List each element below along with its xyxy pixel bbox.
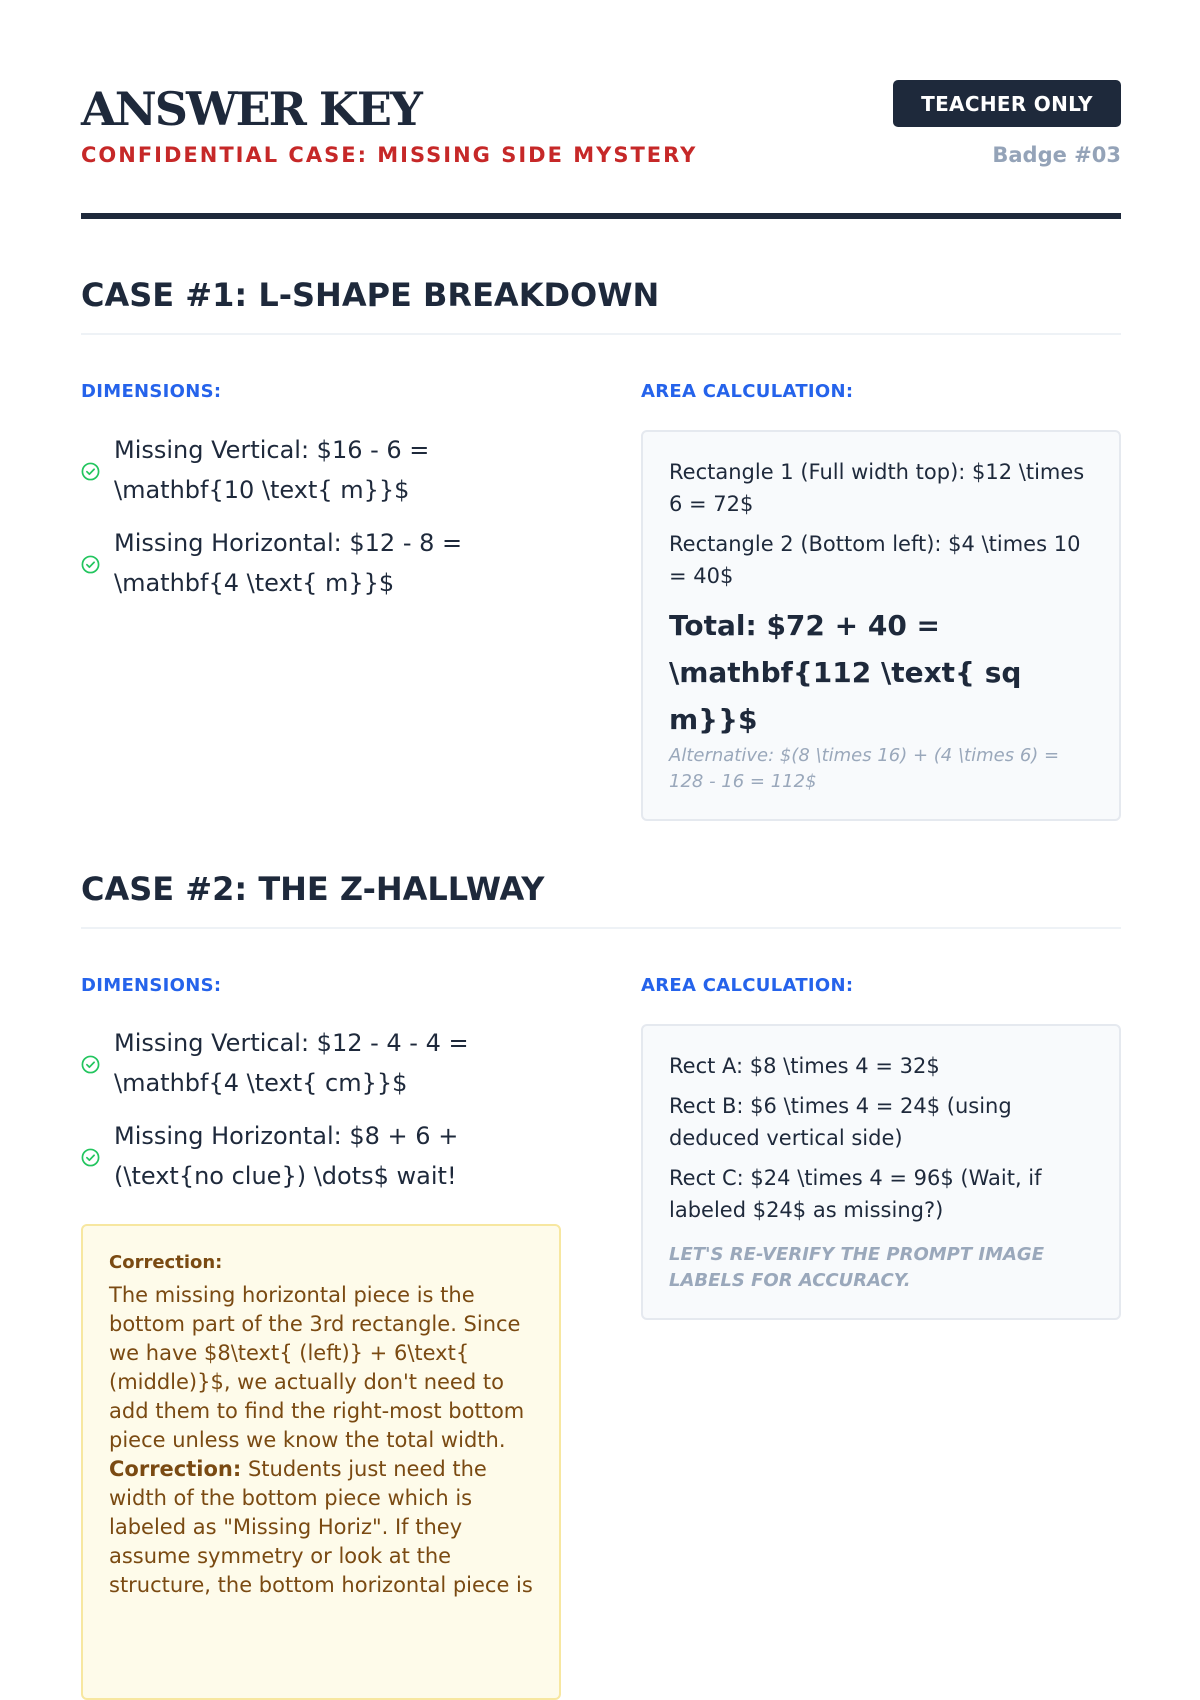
calc-line: Rectangle 1 (Full width top): $12 \times 6 = 72$ <box>669 460 1085 516</box>
case2-divider <box>81 927 1121 929</box>
list-item <box>81 1116 561 1196</box>
case1-area-label: AREA CALCULATION: <box>641 381 854 402</box>
check-circle-icon <box>81 462 100 481</box>
dimension-text: Missing Horizontal: $8 + 6 + (\text{no clue}) \dots$ wait! <box>114 1122 459 1190</box>
case1-area-box <box>641 430 1121 821</box>
dimension-text: Missing Horizontal: $12 - 8 = \mathbf{4 \text{ m}}$ <box>114 529 463 597</box>
page-title: ANSWER KEY <box>81 82 421 136</box>
calc-line: Rect A: $8 \times 4 = 32$ <box>669 1054 940 1078</box>
case-subtitle: CONFIDENTIAL CASE: MISSING SIDE MYSTERY <box>81 143 698 167</box>
case2-dimensions-label: DIMENSIONS: <box>81 975 222 996</box>
correction-text: The missing horizontal piece is the bottom part of the 3rd rectangle. Since we have $8\text{ (left)} + 6\text{ (middle)}$, we actually don't need to add them to find the right-most bottom piece unless we know the total width. <box>109 1283 525 1452</box>
verify-note: LET'S RE-VERIFY THE PROMPT IMAGE LABELS FOR ACCURACY. <box>669 1244 1045 1291</box>
case1-title: CASE #1: L-SHAPE BREAKDOWN <box>81 276 660 314</box>
check-circle-icon <box>81 1055 100 1074</box>
calc-total: Total: $72 + 40 = \mathbf{112 \text{ sq m}}$ <box>669 609 1022 736</box>
case2-dimension-list <box>81 1023 561 1209</box>
dimension-text: Missing Vertical: $16 - 6 = \mathbf{10 \text{ m}}$ <box>114 436 430 504</box>
answer-key-page <box>81 0 1121 1600</box>
list-item <box>81 1023 561 1103</box>
list-item <box>81 430 561 510</box>
badge-number: Badge #03 <box>992 143 1121 167</box>
case2-title: CASE #2: THE Z-HALLWAY <box>81 870 545 908</box>
correction-body <box>109 1281 533 1600</box>
check-circle-icon <box>81 1148 100 1167</box>
calc-alternative: Alternative: $(8 \times 16) + (4 \times 6) = 128 - 16 = 112$ <box>669 745 1060 792</box>
case1-divider <box>81 333 1121 335</box>
check-circle-icon <box>81 555 100 574</box>
correction-callout <box>81 1224 561 1700</box>
correction-title: Correction: <box>109 1252 223 1273</box>
calc-line: Rectangle 2 (Bottom left): $4 \times 10 = 40$ <box>669 532 1081 588</box>
correction-bold-label: Correction: <box>109 1457 242 1481</box>
teacher-only-badge: TEACHER ONLY <box>893 80 1121 127</box>
case1-dimension-list <box>81 430 561 616</box>
case2-area-box <box>641 1024 1121 1320</box>
header-rule <box>81 213 1121 219</box>
list-item <box>81 523 561 603</box>
case1-dimensions-label: DIMENSIONS: <box>81 381 222 402</box>
dimension-text: Missing Vertical: $12 - 4 - 4 = \mathbf{4 \text{ cm}}$ <box>114 1029 469 1097</box>
calc-line: Rect B: $6 \times 4 = 24$ (using deduced vertical side) <box>669 1094 1012 1150</box>
correction-text-continued: Students just need the width of the bottom piece which is labeled as "Missing Horiz". If they assume symmetry or look at the structure, the bottom horizontal piece is <box>109 1457 533 1597</box>
calc-line: Rect C: $24 \times 4 = 96$ (Wait, if labeled $24$ as missing?) <box>669 1166 1042 1222</box>
case2-area-label: AREA CALCULATION: <box>641 975 854 996</box>
